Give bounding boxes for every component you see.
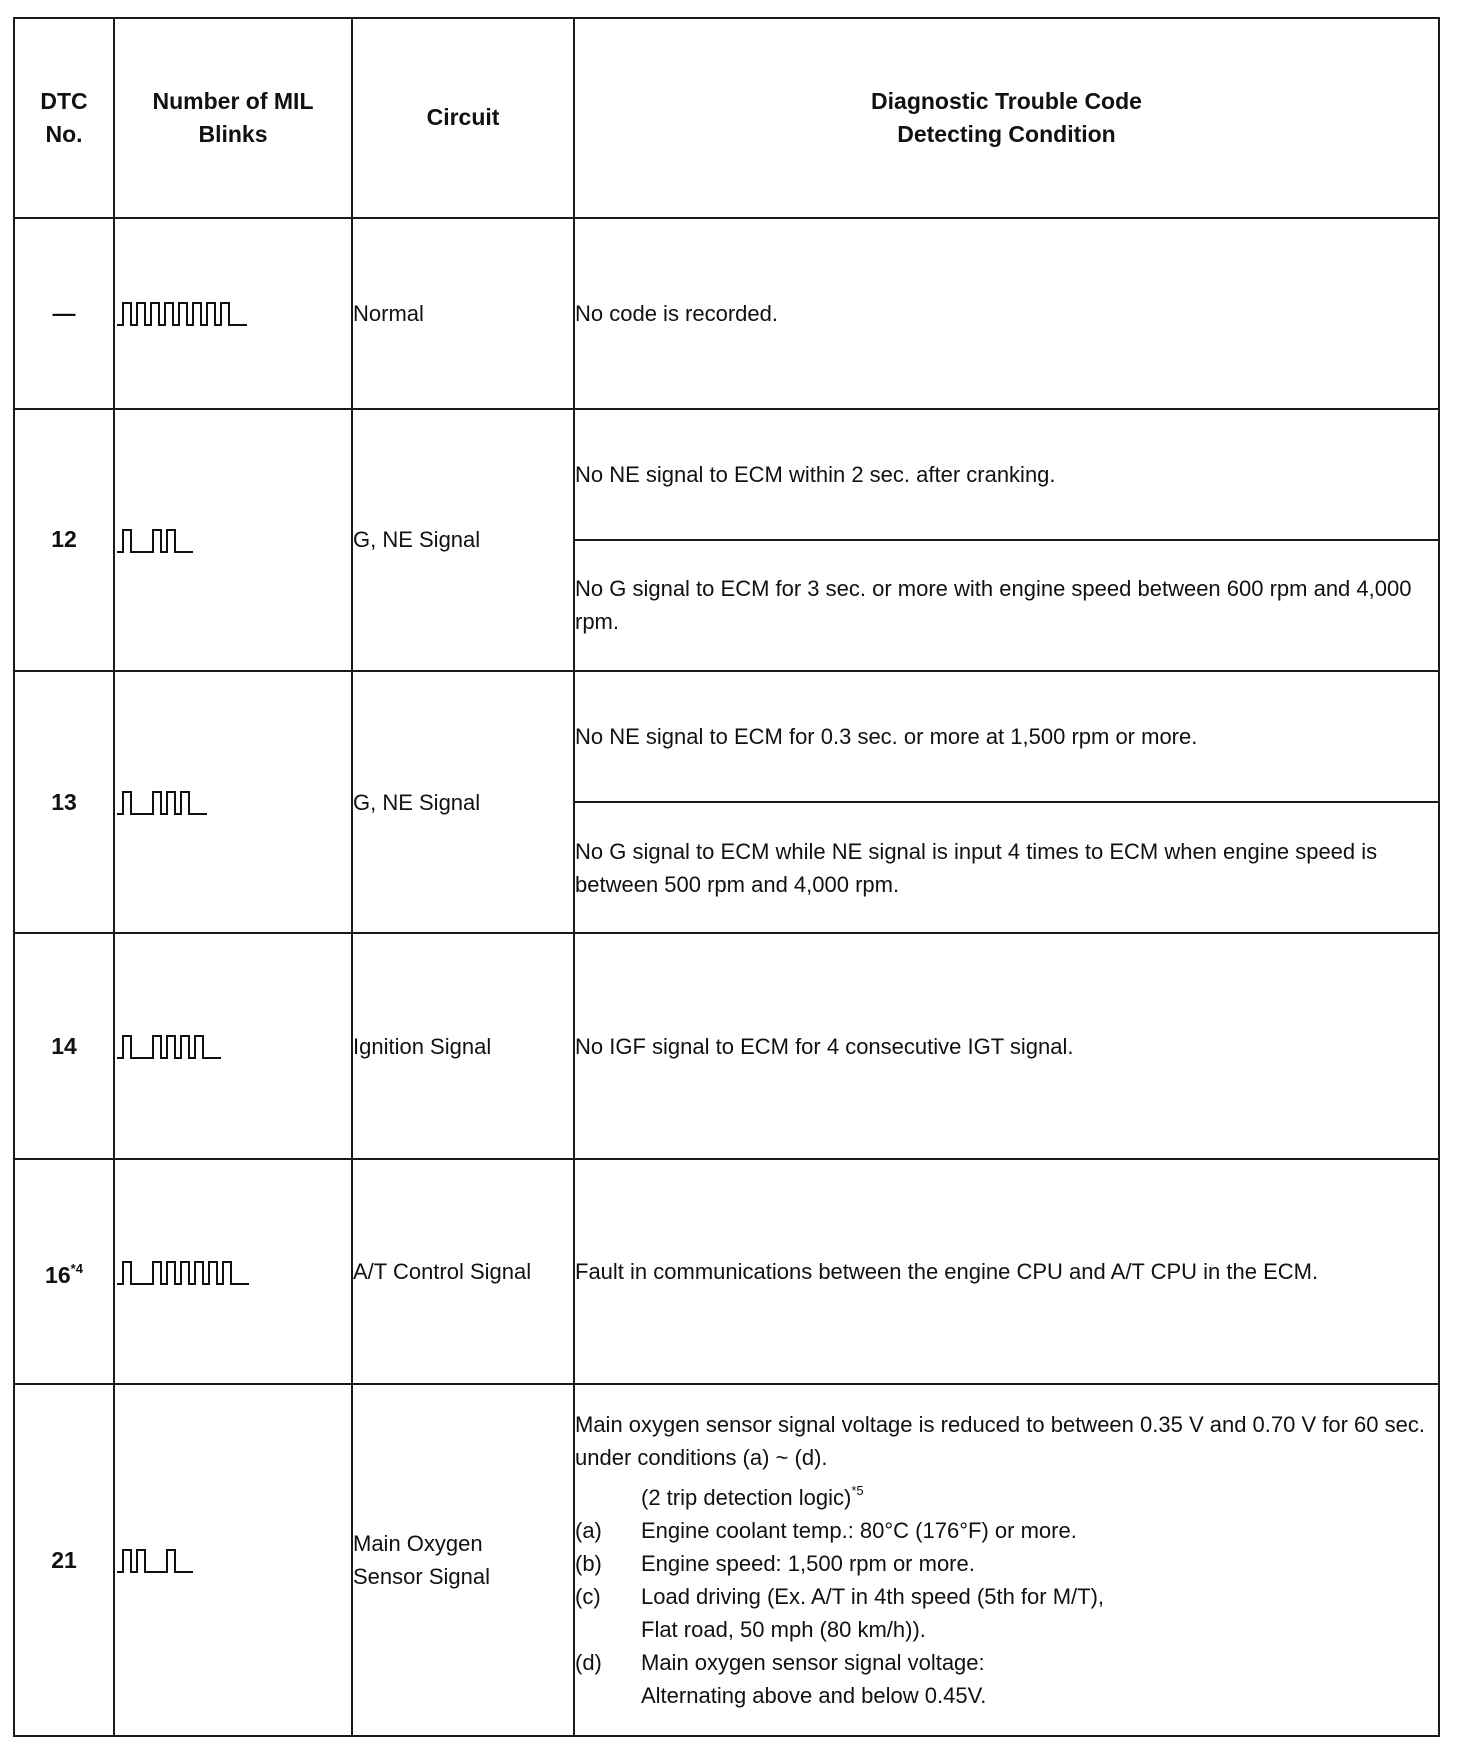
dtc-number: 12 [14,409,114,671]
condition-text: No G signal to ECM while NE signal is input 4 times to ECM when engine speed is between 500 rpm and 4,000 rpm. [574,802,1439,933]
header-dtc-no-line2: No. [45,120,83,147]
condition-block [574,1384,1439,1736]
blink-pattern-wave-icon [115,1540,325,1580]
header-blinks-line1: Number of MIL [152,87,314,114]
condition-item-label: (b) [575,1551,602,1577]
blink-pattern-cell [114,409,352,671]
table-row [14,1159,1439,1385]
table-row [14,933,1439,1159]
dtc-number: 21 [14,1384,114,1736]
condition-item-label: (d) [575,1650,602,1676]
detection-logic-text: (2 trip detection logic) [641,1485,852,1511]
header-dtc-no-line1: DTC [40,87,88,114]
condition-item-text: Engine coolant temp.: 80°C (176°F) or more. [641,1518,1077,1544]
table-row [14,218,1439,409]
condition-text: No NE signal to ECM for 0.3 sec. or more at 1,500 rpm or more. [574,671,1439,802]
condition-item-text: Main oxygen sensor signal voltage: [641,1650,985,1676]
circuit-name: G, NE Signal [352,409,574,671]
blink-pattern-wave-icon [115,782,325,822]
condition-item-label: (c) [575,1584,601,1610]
detection-logic-note [575,1474,1438,1514]
dtc-table [13,17,1440,1737]
header-condition-line2: Detecting Condition [897,120,1116,147]
blink-pattern-cell [114,218,352,409]
condition-item-text: Engine speed: 1,500 rpm or more. [641,1551,975,1577]
dtc-number-text: 16 [45,1261,71,1288]
detection-logic-footnote-mark: *5 [851,1483,864,1499]
dtc-number [14,1159,114,1385]
blink-pattern-wave-icon [115,293,325,333]
header-blinks [114,18,352,218]
condition-text: No code is recorded. [574,218,1439,409]
dtc-number: 13 [14,671,114,933]
table-row [14,409,1439,540]
condition-item [575,1514,1438,1547]
circuit-name: Ignition Signal [352,933,574,1159]
table-row [14,671,1439,802]
header-condition [574,18,1439,218]
condition-item-text: Load driving (Ex. A/T in 4th speed (5th for M/T), [641,1584,1105,1610]
blink-pulse-train [117,1262,249,1284]
blink-pulse-train [117,1036,221,1058]
blink-pattern-wave-icon [115,1026,325,1066]
blink-pattern-cell [114,933,352,1159]
table-row [14,1384,1439,1736]
circuit-name-line1: Main Oxygen [353,1531,483,1557]
dtc-footnote-mark: *4 [70,1260,83,1276]
blink-pattern-cell [114,1384,352,1736]
condition-item-continuation: Alternating above and below 0.45V. [641,1683,987,1709]
dtc-number: 14 [14,933,114,1159]
condition-item [575,1547,1438,1580]
blink-pulse-train [117,530,193,552]
circuit-name: Normal [352,218,574,409]
header-circuit: Circuit [352,18,574,218]
blink-pattern-wave-icon [115,520,325,560]
header-blinks-line2: Blinks [198,120,268,147]
circuit-name: A/T Control Signal [352,1159,574,1385]
circuit-name: G, NE Signal [352,671,574,933]
dtc-number: — [14,218,114,409]
condition-item-continuation: Flat road, 50 mph (80 km/h)). [641,1617,926,1643]
condition-text: Fault in communications between the engine CPU and A/T CPU in the ECM. [574,1159,1439,1385]
blink-pulse-train [117,303,247,325]
header-dtc-no [14,18,114,218]
condition-item-label: (a) [575,1518,602,1544]
header-row [14,18,1439,218]
header-condition-line1: Diagnostic Trouble Code [871,87,1142,114]
condition-item [575,1646,1438,1679]
circuit-name [352,1384,574,1736]
condition-text: No IGF signal to ECM for 4 consecutive IGT signal. [574,933,1439,1159]
condition-intro: Main oxygen sensor signal voltage is reduced to between 0.35 V and 0.70 V for 60 sec. under conditions (a) ~ (d). [575,1412,1425,1471]
blink-pattern-cell [114,671,352,933]
condition-text: No G signal to ECM for 3 sec. or more with engine speed between 600 rpm and 4,000 rpm. [574,540,1439,671]
blink-pulse-train [117,792,207,814]
condition-item [575,1580,1438,1613]
circuit-name-line2: Sensor Signal [353,1564,490,1590]
blink-pattern-wave-icon [115,1252,325,1292]
condition-text: No NE signal to ECM within 2 sec. after cranking. [574,409,1439,540]
blink-pattern-cell [114,1159,352,1385]
blink-pulse-train [117,1550,193,1572]
